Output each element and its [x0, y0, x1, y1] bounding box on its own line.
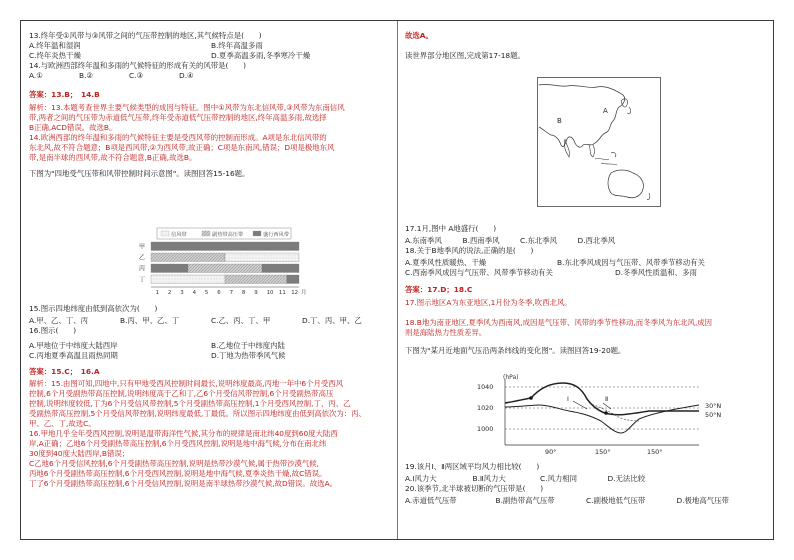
- month-tick: 12: [291, 290, 299, 296]
- q20-option-d[interactable]: D.极地高气压带: [676, 495, 729, 505]
- marker-point-1: [529, 396, 533, 400]
- belt-segment: [151, 242, 299, 251]
- belt-segment: [287, 275, 299, 284]
- question-18: 18.关于B地季风的说法,正确的是( ): [405, 245, 534, 255]
- q13-options-row2: [29, 51, 393, 61]
- q18-option-a[interactable]: A.夏季风性质暖热、干燥: [405, 257, 487, 267]
- month-tick: 5: [204, 290, 209, 296]
- q15-option-c[interactable]: C.乙、丙、丁、甲: [211, 315, 271, 325]
- q15-options: [29, 316, 393, 326]
- q16-option-a[interactable]: A.甲地位于中纬度大陆西岸: [29, 340, 118, 350]
- pressure-line-dashed: [589, 403, 639, 421]
- map-label-a: A: [603, 107, 608, 115]
- pressure-latitude-chart: [469, 371, 749, 457]
- explanation-16-line6: 丁了6个月受副热带高压控制,6个月受信风控制,说明是南半球热带沙漠气候,故D错误。故选A。: [29, 478, 338, 488]
- question-14: 14.与欧洲西部终年温和多雨的气候特征的形成有关的风带是( ): [29, 60, 247, 70]
- explanation-16-line3: 30度到40度大陆西岸,B错误；: [29, 448, 130, 458]
- explanation-14-line1: 14.欧洲西部的终年温和多雨的气候特征主要是受西风带的控制而形成。A项是东北信风带的: [29, 132, 327, 142]
- answer-prev-tail: 故选A。: [405, 31, 433, 40]
- q19-option-b[interactable]: B.Ⅱ风力大: [472, 473, 506, 483]
- x-tick-90: 90°: [545, 448, 557, 456]
- asia-map: [537, 77, 661, 207]
- explanation-15-line5: 甲、乙、丁,故选C。: [29, 418, 96, 428]
- marker-point-2: [604, 411, 608, 415]
- month-unit: 月: [301, 290, 307, 296]
- q13-option-b[interactable]: B.终年高温多雨: [211, 40, 263, 50]
- exam-page: [20, 20, 774, 540]
- column-divider: [397, 21, 398, 539]
- belt-segment: [151, 253, 225, 262]
- legend-swatch-westerlies: [253, 231, 261, 236]
- q16-options-row2: [29, 351, 393, 361]
- explanation-15-line2: 控制,6个月受副热带高压控制,说明纬度高于乙和丁,乙6个月受信风带控制,6个月受副热带高压: [29, 388, 334, 398]
- belt-control-chart: [129, 227, 309, 299]
- answer-15-16: 答案：15.C； 16.A: [29, 366, 100, 376]
- q14-option-b[interactable]: B.②: [79, 70, 94, 80]
- q16-options-row1: [29, 341, 393, 351]
- q18-option-b[interactable]: B.东北季风成因与气压带、风带季节移动有关: [557, 257, 705, 267]
- q17-option-c[interactable]: C.东北季风: [520, 235, 558, 245]
- month-tick: 8: [241, 290, 246, 296]
- q13-option-a[interactable]: A.终年温和湿润: [29, 40, 81, 50]
- row-label: 丁: [139, 276, 146, 284]
- belt-segment: [151, 275, 225, 284]
- q17-option-d[interactable]: D.西北季风: [577, 235, 616, 245]
- belt-rows: [139, 242, 306, 296]
- q20-option-a[interactable]: A.赤道低气压带: [405, 495, 457, 505]
- question-15: 15.图示四地纬度由低到高依次为( ): [29, 304, 158, 313]
- q20-options: [405, 496, 767, 506]
- legend-label-subtropical-high: 副热带高压带: [212, 232, 244, 238]
- q18-option-d[interactable]: D.冬季风性质温和、多雨: [614, 267, 697, 277]
- row-label: 甲: [139, 243, 146, 251]
- month-tick: 11: [278, 290, 286, 296]
- belt-segment: [188, 264, 262, 273]
- q13-option-c[interactable]: C.终年炎热干燥: [29, 50, 81, 60]
- legend-label-westerlies: 盛行西风带: [263, 232, 289, 238]
- row-label: 丙: [139, 265, 146, 273]
- q19-option-a[interactable]: A.Ⅰ风力大: [405, 473, 437, 483]
- legend-label-trade: 信风带: [171, 232, 187, 238]
- map-label-b: B: [557, 117, 562, 125]
- q16-option-b[interactable]: B.乙地位于中纬度内陆: [211, 340, 285, 350]
- q16-option-d[interactable]: D.丁地为热带季风气候: [211, 350, 286, 360]
- explanation-16-line5: 丙地6个月受副热带高压控制,6个月受西风控制,说明是地中海气候,夏季炎热干燥,故C错误。: [29, 468, 327, 478]
- answer-17-18: 答案：17.D；18.C: [405, 284, 473, 294]
- explanation-15-line1: 解析：15.由图可知,四地中,只有甲地受西风控制时间最长,说明纬度最高,丙地一年中6个月受西风: [29, 378, 344, 388]
- pressure-unit: (hPa): [503, 374, 519, 381]
- row-label: 乙: [139, 254, 146, 262]
- q20-option-b[interactable]: B.副热带高气压带: [495, 495, 555, 505]
- q15-option-b[interactable]: B.丙、甲、乙、丁: [120, 315, 180, 325]
- belt-segment: [225, 275, 287, 284]
- q17-options: [405, 236, 635, 246]
- month-tick: 3: [180, 290, 184, 296]
- x-tick-150a: 150°: [595, 448, 611, 456]
- y-tick-1040: 1040: [477, 383, 494, 391]
- month-tick: 9: [254, 290, 258, 296]
- legend-swatch-subtropical-high: [202, 231, 210, 236]
- q16-option-c[interactable]: C.丙地夏季高温且雨热同期: [29, 350, 118, 360]
- legend-swatch-trade: [161, 231, 169, 236]
- month-tick: 2: [167, 290, 172, 296]
- lat-label-30n: 30°N: [705, 402, 722, 410]
- explanation-14-line2: 东北风,故不符合题意；B项是西风带,②为西风带,故正确；C项是东南风,错误；D项是极地东风: [29, 142, 335, 152]
- series-label-i: Ⅰ: [567, 395, 569, 403]
- question-19: 19.该月Ⅰ、Ⅱ两区域平均风力相比较( ): [405, 462, 540, 471]
- explanation-15-line3: 控制,说明纬度较低,丁为6个月受信风带控制,5个月受副热带高压控制,1个月受西风控制,丁、丙、乙: [29, 398, 351, 408]
- series-label-ii: Ⅱ: [605, 395, 609, 403]
- q14-option-a[interactable]: A.①: [29, 70, 43, 80]
- y-tick-1000: 1000: [477, 425, 494, 433]
- intro-15-16: 下图为"四地受气压带和风带控制时间示意图"。读图回答15-16题。: [29, 168, 250, 178]
- explanation-16-line2: 岸,A正确；乙地6个月受副热带高压控制,6个月受西风控制,说明是地中海气候,分布在南北纬: [29, 438, 327, 448]
- q19-option-c[interactable]: C.风力相同: [540, 473, 578, 483]
- q20-option-c[interactable]: C.副极地低气压带: [586, 495, 646, 505]
- explanation-13-line1: 解析：13.本题考查世界主要气候类型的成因与特征。图中①风带为东北信风带,③风带为东南信风: [29, 102, 345, 112]
- q18-options-row2: [405, 268, 767, 278]
- explanation-14-line3: 带,是南半球的西风带,故不符合题意,B正确,故选B。: [29, 152, 197, 162]
- explanation-18-line2: 则是海陆热力性质差异。: [405, 327, 487, 337]
- q18-option-c[interactable]: C.西南季风成因与气压带、风带季节移动有关: [405, 267, 553, 277]
- question-16: 16.图示( ): [29, 325, 77, 335]
- q19-option-d[interactable]: D.无法比较: [607, 473, 646, 483]
- belt-segment: [151, 264, 188, 273]
- q15-option-d[interactable]: D.丁、丙、甲、乙: [302, 315, 362, 325]
- question-20: 20.该季节,北半球被切断的气压带是( ): [405, 483, 544, 493]
- q15-option-a[interactable]: A.甲、乙、丁、丙: [29, 315, 89, 325]
- q13-options: [29, 41, 393, 51]
- belt-segment: [225, 253, 299, 262]
- q18-options-row1: [405, 258, 767, 268]
- q14-option-c[interactable]: C.③: [129, 70, 144, 80]
- q17-option-b[interactable]: B.西南季风: [462, 235, 500, 245]
- lat-label-50n: 50°N: [705, 411, 722, 419]
- y-tick-1020: 1020: [477, 404, 494, 412]
- month-tick: 1: [155, 290, 160, 296]
- explanation-15-line4: 受副热带高压控制,5个月受信风带控制,说明纬度最低,丁最低。所以图示四地纬度由低到高依次为：丙、: [29, 408, 366, 418]
- month-tick: 4: [192, 290, 197, 296]
- label-leader-i: [573, 401, 587, 409]
- intro-19-20: 下图为"某月近地面气压沿两条纬线的变化图"。读图回答19-20题。: [405, 345, 626, 355]
- question-13: 13.终年受①风带与③风带之间的气压带控制的地区,其气候特点是( ): [29, 31, 262, 40]
- q14-options: [29, 71, 229, 81]
- q19-options: [405, 474, 675, 484]
- answer-13-14: 答案：13.B； 14.B: [29, 89, 100, 99]
- map-frame: [538, 78, 661, 207]
- explanation-16-line4: C乙地6个月受信风控制,6个月受副热带高压控制,说明是热带沙漠气候,属于热带沙漠气候,: [29, 458, 320, 468]
- explanation-13-line2: 带,两者之间的气压带为赤道低气压带,终年受赤道低气压带控制的地区,终年高温多雨,故选择: [29, 112, 327, 122]
- month-tick: 10: [266, 290, 274, 296]
- explanation-13-line3: B正确,ACD错误。故选B。: [29, 122, 117, 132]
- month-tick: 7: [229, 290, 234, 296]
- explanation-18-line1: 18.B地为南亚地区,夏季风为西南风,成因是气压带、风带的季节性移动,而冬季风为东北风,成因: [405, 317, 713, 327]
- intro-17-18: 读世界部分地区图,完成第17-18题。: [405, 50, 525, 60]
- month-tick: 6: [217, 290, 221, 296]
- q13-option-d[interactable]: D.夏季高温多雨,冬季寒冷干燥: [211, 50, 311, 60]
- belt-segment: [262, 264, 299, 273]
- x-tick-150b: 150°: [647, 448, 663, 456]
- q17-option-a[interactable]: A.东南季风: [405, 235, 442, 245]
- explanation-16-line1: 16.甲地几乎全年受西风控制,说明是温带海洋性气候,其分布的规律是南北纬40度到60度大陆西: [29, 428, 338, 438]
- question-17: 17.1月,图中 A地盛行( ): [405, 224, 497, 233]
- q14-option-d[interactable]: D.④: [179, 70, 194, 80]
- explanation-17: 17.图示地区A为东亚地区,1月份为冬季,吹西北风。: [405, 297, 572, 307]
